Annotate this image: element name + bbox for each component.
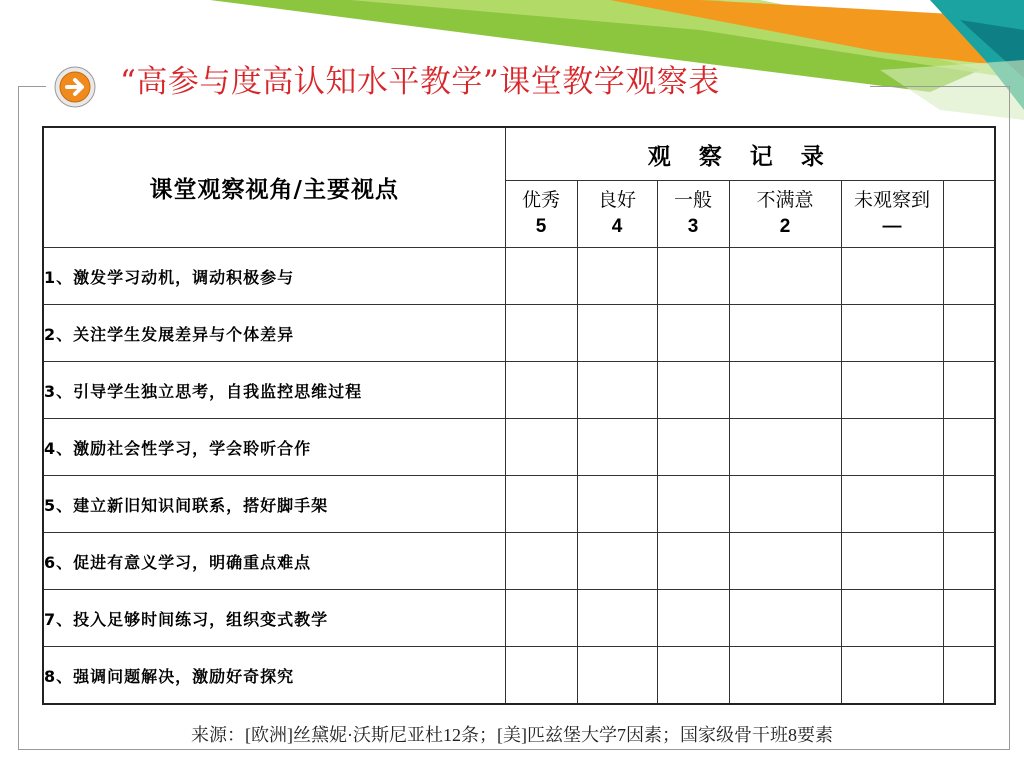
- rating-cell[interactable]: [657, 362, 729, 419]
- corner-header: 课堂观察视角/主要视点: [43, 127, 505, 248]
- rating-cell[interactable]: [657, 533, 729, 590]
- table-row: [43, 476, 995, 533]
- frame-line-right: [1009, 86, 1010, 750]
- rating-score: 5: [535, 216, 547, 237]
- rating-cell[interactable]: [943, 419, 995, 476]
- rating-cell[interactable]: [943, 647, 995, 705]
- rating-cell[interactable]: [729, 419, 841, 476]
- table-row: [43, 533, 995, 590]
- rating-cell[interactable]: [841, 362, 943, 419]
- rating-cell[interactable]: [943, 533, 995, 590]
- observation-rows: [43, 248, 995, 705]
- table-row: [43, 647, 995, 705]
- rating-score: —: [882, 216, 902, 237]
- rating-cell[interactable]: [729, 647, 841, 705]
- observation-item: 7、投入足够时间练习，组织变式教学: [43, 590, 505, 647]
- rating-cell[interactable]: [729, 248, 841, 305]
- rating-score: 4: [611, 216, 623, 237]
- rating-cell[interactable]: [505, 590, 577, 647]
- rating-cell[interactable]: [505, 533, 577, 590]
- rating-cell[interactable]: [577, 590, 657, 647]
- rating-cell[interactable]: [729, 476, 841, 533]
- rating-cell[interactable]: [657, 305, 729, 362]
- rating-cell[interactable]: [657, 248, 729, 305]
- rating-score: 2: [779, 216, 791, 237]
- header-row-top: [43, 127, 995, 181]
- rating-cell[interactable]: [943, 590, 995, 647]
- pale-swoosh: [880, 60, 1024, 120]
- rating-label: 不满意: [756, 190, 814, 211]
- rating-cell[interactable]: [729, 590, 841, 647]
- rating-cell[interactable]: [729, 362, 841, 419]
- rating-cell[interactable]: [943, 362, 995, 419]
- rating-cell[interactable]: [841, 305, 943, 362]
- table-row: [43, 248, 995, 305]
- rating-cell[interactable]: [505, 647, 577, 705]
- rating-cell[interactable]: [841, 590, 943, 647]
- rating-cell[interactable]: [657, 476, 729, 533]
- rating-header-1: [577, 181, 657, 248]
- table-row: [43, 305, 995, 362]
- rating-cell[interactable]: [577, 419, 657, 476]
- rating-cell[interactable]: [577, 248, 657, 305]
- rating-cell[interactable]: [577, 476, 657, 533]
- rating-cell[interactable]: [841, 533, 943, 590]
- table-row: [43, 419, 995, 476]
- rating-cell[interactable]: [841, 476, 943, 533]
- frame-line-bottom: [18, 749, 1010, 750]
- source-note: 来源：[欧洲]丝黛妮·沃斯尼亚杜12条；[美]匹兹堡大学7因素；国家级骨干班8要素: [191, 725, 833, 745]
- observation-item: 2、关注学生发展差异与个体差异: [43, 305, 505, 362]
- rating-cell[interactable]: [657, 419, 729, 476]
- observation-table: [42, 126, 996, 705]
- rating-cell[interactable]: [729, 533, 841, 590]
- slide-title: “高参与度高认知水平教学”课堂教学观察表: [120, 64, 720, 100]
- rating-cell[interactable]: [577, 362, 657, 419]
- observation-item: 8、强调问题解决，激励好奇探究: [43, 647, 505, 705]
- rating-label: 优秀: [521, 190, 560, 211]
- rating-cell[interactable]: [505, 476, 577, 533]
- observation-item: 6、促进有意义学习，明确重点难点: [43, 533, 505, 590]
- rating-cell[interactable]: [577, 647, 657, 705]
- rating-cell[interactable]: [841, 248, 943, 305]
- observation-item: 4、激励社会性学习，学会聆听合作: [43, 419, 505, 476]
- frame-line-top: [18, 86, 46, 87]
- frame-line-top-right: [870, 86, 1010, 87]
- rating-cell[interactable]: [657, 590, 729, 647]
- rating-cell[interactable]: [505, 419, 577, 476]
- rating-header-4: [841, 181, 943, 248]
- rating-header-2: [657, 181, 729, 248]
- rating-cell[interactable]: [505, 305, 577, 362]
- rating-header-0: [505, 181, 577, 248]
- rating-cell[interactable]: [657, 647, 729, 705]
- rating-cell[interactable]: [577, 533, 657, 590]
- arrow-right-circle-icon[interactable]: [54, 66, 96, 108]
- frame-line-left: [18, 86, 19, 750]
- rating-label: 未观察到: [853, 190, 930, 211]
- rating-label: 良好: [597, 190, 636, 211]
- observation-item: 1、激发学习动机，调动积极参与: [43, 248, 505, 305]
- rating-cell[interactable]: [841, 647, 943, 705]
- table-row: [43, 590, 995, 647]
- rating-cell[interactable]: [943, 248, 995, 305]
- rating-cell[interactable]: [505, 248, 577, 305]
- rating-score: 3: [687, 216, 699, 237]
- record-header: 观察记录: [505, 127, 995, 181]
- rating-cell[interactable]: [577, 305, 657, 362]
- observation-item: 3、引导学生独立思考，自我监控思维过程: [43, 362, 505, 419]
- rating-cell[interactable]: [505, 362, 577, 419]
- rating-cell[interactable]: [943, 305, 995, 362]
- observation-item: 5、建立新旧知识间联系，搭好脚手架: [43, 476, 505, 533]
- rating-label: 一般: [673, 190, 712, 211]
- rating-cell[interactable]: [841, 419, 943, 476]
- rating-header-3: [729, 181, 841, 248]
- table-row: [43, 362, 995, 419]
- rating-header-5: [943, 181, 995, 248]
- rating-cell[interactable]: [943, 476, 995, 533]
- rating-cell[interactable]: [729, 305, 841, 362]
